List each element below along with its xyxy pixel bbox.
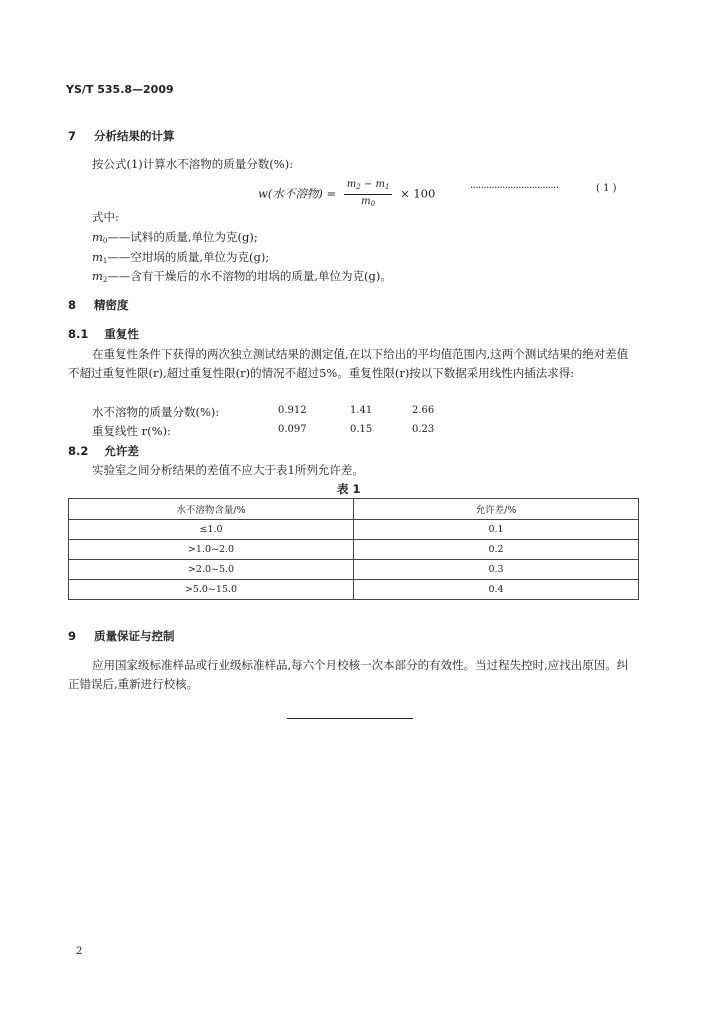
formula-1 [258,178,435,211]
subsection-title: 允许差 [104,444,139,458]
subsection-title: 重复性 [104,327,139,341]
column-header: 水不溶物含量/% [69,499,354,520]
section-8-heading [68,297,129,313]
column-header: 允许差/% [354,499,639,520]
formula-intro: 按公式(1)计算水不溶物的质量分数(%): [92,157,294,171]
formula-multiplier: × 100 [400,186,436,201]
section-8-2-heading [68,443,139,459]
formula-lhs: w(水不溶物) = [258,186,337,201]
data-row-repeatability: 重复线性 r(%): [92,424,171,438]
table-cell: 0.2 [354,540,639,560]
section-number: 7 [68,129,77,143]
definition-m1: $m_1——$空坩埚的质量,单位为克(g); [92,250,270,265]
value: 2.66 [412,405,435,416]
quality-paragraph: 应用国家级标准样品或行业级标准样品,每六个月校核一次本部分的有效性。当过程失控时,应找出原因。纠正错误后,重新进行校核。 [68,658,629,691]
section-title: 质量保证与控制 [94,629,175,643]
fraction [344,178,393,211]
section-title: 分析结果的计算 [94,129,175,143]
table-cell: 0.1 [354,520,639,540]
table-caption: 表 1 [337,482,361,496]
where-label: 式中: [92,210,119,224]
definition-m2: $m_2——$含有干燥后的水不溶物的坩埚的质量,单位为克(g)。 [92,269,392,284]
value: 0.097 [278,424,307,435]
section-title: 精密度 [94,298,129,312]
value: 0.23 [412,424,435,435]
table-row [69,520,639,540]
section-8-1-heading [68,326,139,342]
table-row [69,540,639,560]
fraction-denominator: $m_0$ [361,196,376,208]
definition-m0: $m_0——$试料的质量,单位为克(g); [92,230,258,245]
value: 0.912 [278,405,307,416]
table-cell: ≤1.0 [69,520,354,540]
data-row-mass-fraction: 水不溶物的质量分数(%): [92,405,220,419]
table-cell: 0.3 [354,560,639,580]
repeatability-paragraph: 在重复性条件下获得的两次独立测试结果的测定值,在以下给出的平均值范围内,这两个测试结果的绝对差值不超过重复性限(r),超过重复性限(r)的情况不超过5%。重复性限(r)按以下数据采用线性内插法求得: [68,347,629,380]
end-rule [287,718,413,719]
subsection-number: 8.2 [68,444,89,458]
table-cell: >5.0~15.0 [69,580,354,600]
table-row [69,560,639,580]
fraction-numerator: $m_2 - m_1$ [344,178,393,195]
section-9-heading [68,628,175,644]
subsection-number: 8.1 [68,327,89,341]
tolerance-table [68,498,639,600]
table-cell: 0.4 [354,580,639,600]
value: 1.41 [350,405,373,416]
tolerance-paragraph: 实验室之间分析结果的差值不应大于表1所列允许差。 [92,463,364,477]
section-number: 9 [68,629,77,643]
table-cell: >1.0~2.0 [69,540,354,560]
section-number: 8 [68,298,77,312]
table-cell: >2.0~5.0 [69,560,354,580]
table-row [69,580,639,600]
equation-leader: ································· [470,183,559,194]
value: 0.15 [350,424,373,435]
standard-id: YS/T 535.8—2009 [66,83,174,96]
equation-number: ( 1 ) [596,183,617,194]
page-number: 2 [76,946,83,957]
table-header-row [69,499,639,520]
section-7-heading [68,128,175,144]
